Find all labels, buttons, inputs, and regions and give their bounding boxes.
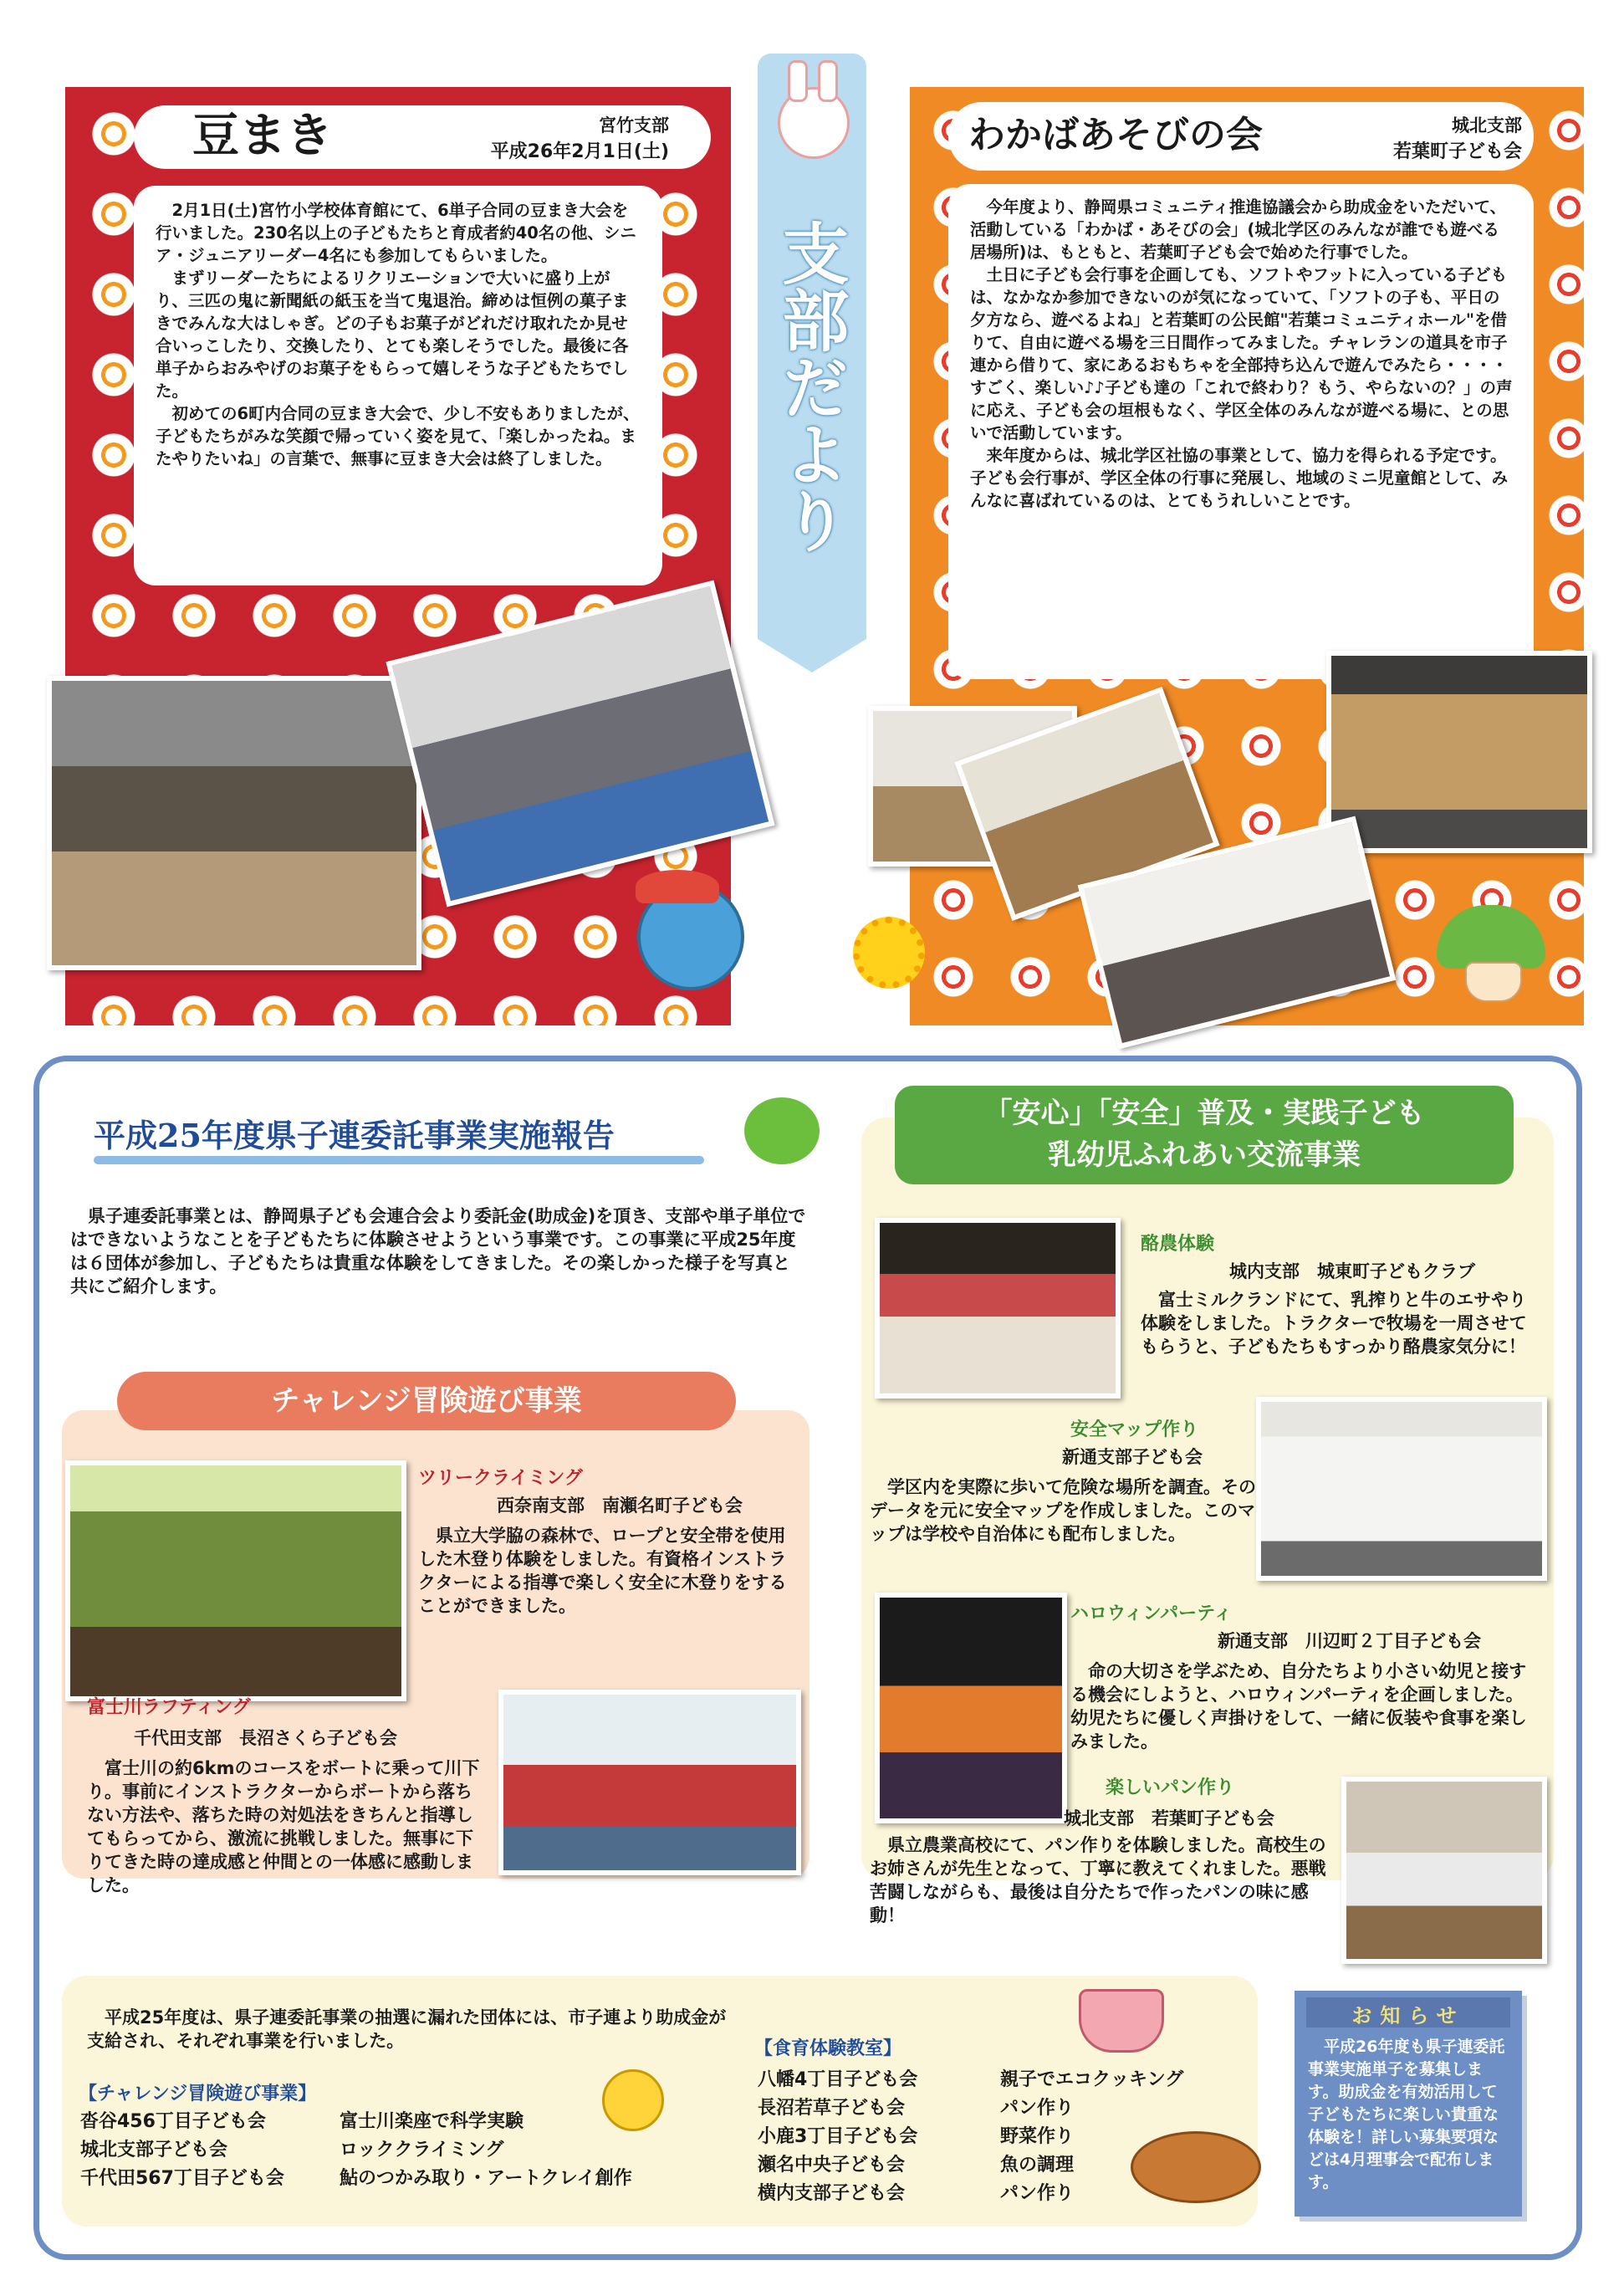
rabbit-ear-left-icon xyxy=(788,60,808,102)
notice-title: お知らせ xyxy=(1351,2004,1465,2028)
report-intro: 県子連委託事業とは、静岡県子ども会連合会より委託金(助成金)を頂き、支部や単子単位ではできないようなことを子どもたちに体験させようという事業です。この事業に平成25年度は６団体が参加し、子どもたちは貴重な体験をしてきました。その楽しかった様子を写真と共にご紹介します。 xyxy=(70,1206,806,1296)
mamemaki-photo-gym xyxy=(47,676,421,970)
mamemaki-p1: 2月1日(土)宮竹小学校体育館にて、6単子合同の豆まき大会を行いました。230名以上の子どもたちと育成者約40名の他、シニア・ジュニアリーダー4名にも参加してもらいました。 xyxy=(156,201,636,265)
bread-text-box xyxy=(870,1833,1338,1927)
mamemaki-title: 豆まき xyxy=(192,109,333,163)
wakaba-branch: 城北支部 xyxy=(1452,115,1522,136)
halloween-title: ハロウィンパーティ xyxy=(1070,1603,1233,1624)
map-org: 新通支部子ども会 xyxy=(1062,1447,1203,1467)
oni-horn-icon xyxy=(636,870,719,903)
tree-org: 西奈南支部 南瀬名町子ども会 xyxy=(497,1496,743,1516)
bottom-intro: 平成25年度は、県子連委託事業の抽選に漏れた団体には、市子連より助成金が支給され、それぞれ事業を行いました。 xyxy=(87,2007,727,2051)
list-item: 城北支部子ども会 ロッククライミング xyxy=(80,2140,504,2160)
report-intro-box xyxy=(70,1204,806,1298)
notice-text: 平成26年度も県子連委託事業実施単子を募集します。助成金を有効活用して子どもたちに楽しい貴重な体験を！詳しい募集要項などは4月理事会で配布します。 xyxy=(1308,2038,1505,2191)
map-title: 安全マップ作り xyxy=(1070,1419,1199,1440)
bread-photo xyxy=(1341,1777,1547,1964)
bread-text: 県立農業高校にて、パン作りを体験しました。高校生のお姉さんが先生となって、丁寧に教えてくれました。悪戦苦闘しながらも、最後は自分たちで作ったパンの味に感動！ xyxy=(870,1835,1326,1925)
dairy-text: 富士ミルクランドにて、乳搾りと牛のエサやり体験をしました。トラクターで牧場を一周させてもらうと、子どもたちもすっかり酪農家気分に！ xyxy=(1141,1290,1527,1357)
sunflower-icon xyxy=(853,917,925,989)
tree-text: 県立大学脇の森林で、ロープと安全帯を使用した木登り体験をしました。有資格インストラクターによる指導で楽しく安全に木登りをすることができました。 xyxy=(418,1526,787,1616)
rabbit-ear-right-icon xyxy=(818,60,838,102)
list-item: 長沼若草子ども会 パン作り xyxy=(758,2098,1075,2119)
mamemaki-p2: まずリーダーたちによるリクリエーションで大いに盛り上がり、三匹の鬼に新聞紙の紙玉を当て鬼退治。締めは恒例の菓子まきでみんな大はしゃぎ。どの子もお菓子がどれだけ取れたか見せ合いっこしたり、交換したり、とても楽しそうでした。最後に各単子からおみやげのお菓子をもらって嬉しそうな子どもたちでした。 xyxy=(156,268,629,401)
dairy-org: 城内支部 城東町子どもクラブ xyxy=(1229,1261,1475,1281)
notice-text-box xyxy=(1308,2036,1509,2194)
list-item: 瀬名中央子ども会 魚の調理 xyxy=(758,2155,1075,2176)
bread-org: 城北支部 若葉町子ども会 xyxy=(1064,1808,1274,1828)
tree-photo xyxy=(65,1460,406,1701)
wakaba-group: 若葉町子ども会 xyxy=(1392,141,1522,162)
list-item: 小鹿3丁目子ども会 野菜作り xyxy=(758,2126,1075,2147)
list-item: 沓谷456丁目子ども会 富士川楽座で科学実験 xyxy=(80,2111,524,2132)
raft-text-box xyxy=(87,1757,480,1897)
raft-photo xyxy=(498,1690,801,1875)
challenge-title: チャレンジ冒険遊び事業 xyxy=(271,1384,582,1418)
list-item: 千代田567丁目子ども会 鮎のつかみ取り・アートクレイ創作 xyxy=(80,2168,632,2189)
bread-icon xyxy=(1131,2131,1261,2203)
side-title: 支部だより xyxy=(771,219,849,554)
mamemaki-date: 平成26年2月1日(土) xyxy=(490,141,669,162)
raft-title: 富士川ラフティング xyxy=(87,1697,251,1718)
dairy-title: 酪農体験 xyxy=(1141,1234,1215,1255)
halloween-photo xyxy=(875,1593,1067,1823)
halloween-text-box xyxy=(1070,1659,1539,1753)
halloween-text: 命の大切さを学ぶため、自分たちより小さい幼児と接する機会にしようと、ハロウィンパーティを企画しました。幼児たちに優しく声掛けをして、一緒に仮装や食事を楽しみました。 xyxy=(1070,1661,1527,1751)
wakaba-body-box xyxy=(948,184,1534,679)
safety-title-line2: 乳幼児ふれあい交流事業 xyxy=(1048,1138,1361,1172)
dairy-text-box xyxy=(1141,1288,1537,1358)
mamemaki-branch: 宮竹支部 xyxy=(599,115,669,136)
side-title-point xyxy=(758,639,866,672)
bread-title: 楽しいパン作り xyxy=(1106,1777,1235,1798)
raft-text: 富士川の約6kmのコースをボートに乗って川下り。事前にインストラクターからボートから落ちない方法や、落ちた時の対処法をきちんと指導してもらってから、激流に挑戦しました。無事に下りてきた時の達成感と仲間との一体感に感動しました。 xyxy=(87,1758,480,1895)
lightbulb-icon xyxy=(602,2069,664,2131)
map-text: 学区内を実際に歩いて危険な場所を調査。そのデータを元に安全マップを作成しました。このマップは学校や自治体にも配布しました。 xyxy=(870,1477,1256,1544)
clover-icon xyxy=(744,1097,820,1164)
challenge-list-heading: 【チャレンジ冒険遊び事業】 xyxy=(79,2084,317,2104)
list-item: 八幡4丁目子ども会 親子でエコクッキング xyxy=(758,2069,1184,2090)
wakaba-p1: 今年度より、静岡県コミュニティ推進協議会から助成金をいただいて、活動している「わかば・あそびの会」(城北学区のみんなが誰でも遊べる居場所)は、もともと、若葉町子ども会で始めた行事でした。 xyxy=(970,197,1507,262)
wakaba-photo-game xyxy=(1326,651,1592,853)
tree-title: ツリークライミング xyxy=(418,1468,583,1489)
bottom-intro-box xyxy=(87,2006,731,2053)
wakaba-p2: 土日に子ども会行事を企画しても、ソフトやフットに入っている子どもは、なかなか参加できないのが気になっていて、「ソフトの子も、平日の夕方なら、遊べるよね」と若葉町の公民館"若葉コミュニティホール"を借りて、自由に遊べる場を三日間作ってみました。チャレランの道具を市子連から借りて、家にあるおもちゃを全部持ち込んで遊んでみたら・・・・すごく、楽しい♪♪子ども達の「これで終わり？もう、やらないの？」の声に応え、子ども会の垣根もなく、学区全体のみんなが遊べる場に、との思いで活動しています。 xyxy=(970,265,1513,442)
wakaba-title: わかばあそびの会 xyxy=(968,114,1263,156)
food-list-heading: 【食育体験教室】 xyxy=(754,2038,902,2059)
halloween-org: 新通支部 川辺町２丁目子ども会 xyxy=(1218,1631,1481,1651)
tree-text-box xyxy=(418,1524,794,1618)
raft-org: 千代田支部 長沼さくら子ども会 xyxy=(134,1728,397,1748)
mamemaki-p3: 初めての6町内合同の豆まき大会で、少し不安もありましたが、子どもたちがみな笑顔で帰っていく姿を見て、「楽しかったね。またやりたいね」の言葉で、無事に豆まき大会は終了しました。 xyxy=(156,404,640,468)
mamemaki-body-box xyxy=(134,186,662,586)
wakaba-p3: 来年度からは、城北学区社協の事業として、協力を得られる予定です。子ども会行事が、学区全体の行事に発展し、地域のミニ児童館として、みんなに喜ばれているのは、とてもうれしいことです。 xyxy=(970,446,1509,510)
safety-title-line1: 「安心」「安全」普及・実践子ども xyxy=(983,1097,1425,1130)
map-text-box xyxy=(870,1475,1263,1546)
teacup-icon xyxy=(1079,1989,1164,2053)
list-item: 横内支部子ども会 パン作り xyxy=(758,2183,1075,2204)
mushroom-stem-icon xyxy=(1465,962,1522,1002)
map-photo xyxy=(1256,1397,1547,1581)
report-title: 平成25年度県子連委託事業実施報告 xyxy=(94,1117,615,1154)
dairy-photo xyxy=(875,1218,1121,1399)
